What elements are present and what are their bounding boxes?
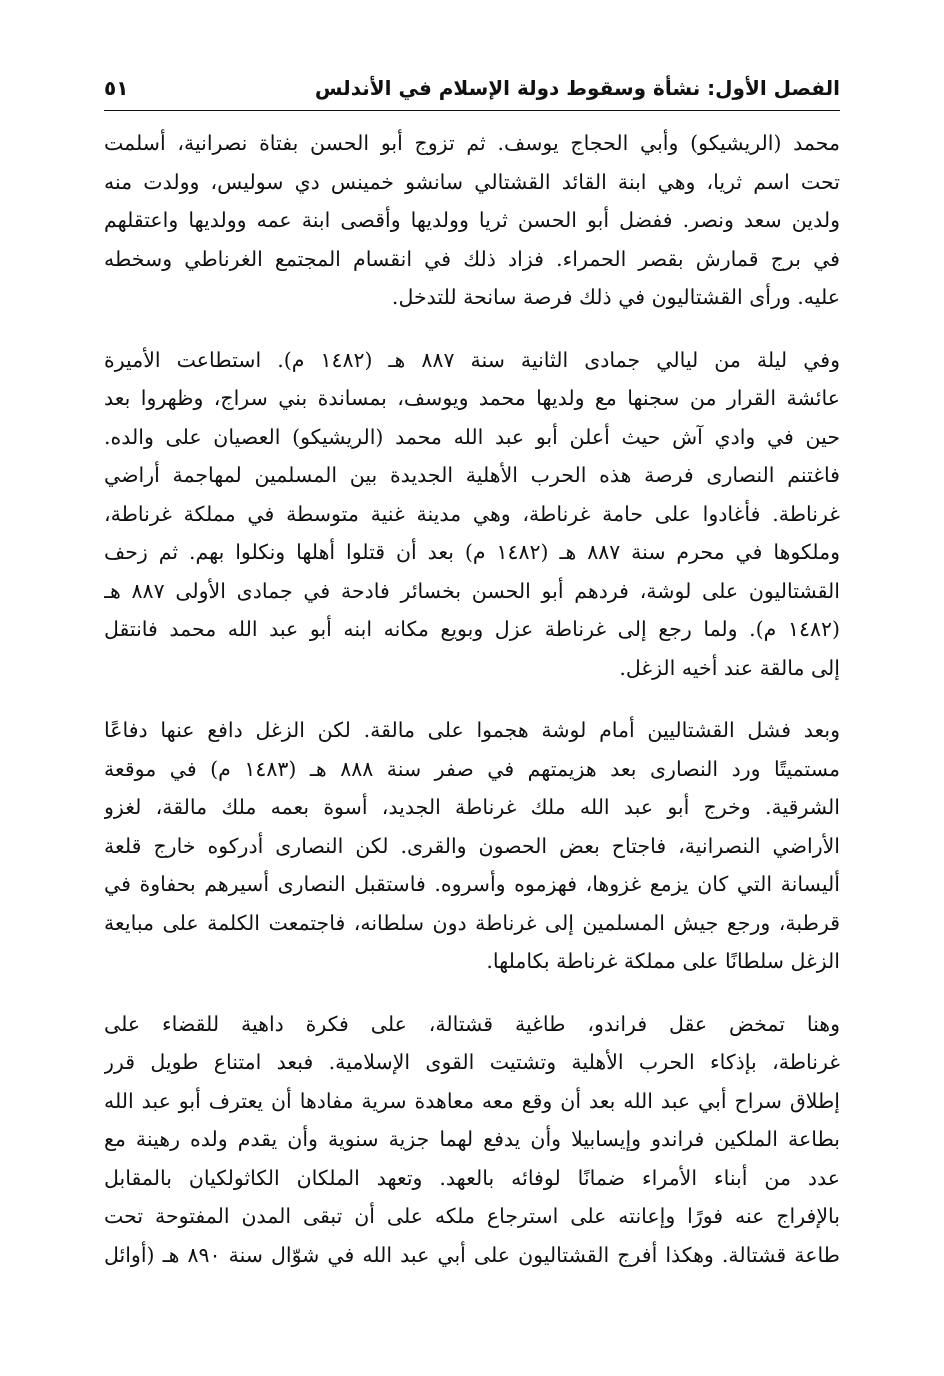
text-line: محمد (الريشيكو) وأبي الحجاج يوسف. ثم تزوج أبو الحسن بفتاة نصرانية، أسلمت bbox=[104, 131, 840, 155]
text-line: بطاعة الملكين فراندو وإيسابيلا وأن يدفع لهما جزية سنوية وأن يقدم ولده رهينة مع bbox=[104, 1127, 840, 1151]
text-line: إلى مالقة عند أخيه الزغل. bbox=[619, 655, 840, 680]
text-line: قرطبة، ورجع جيش المسلمين إلى غرناطة دون سلطانه، فاجتمعت الكلمة على مبايعة bbox=[104, 910, 840, 935]
text-line: وملكوها في محرم سنة ٨٨٧ هـ (١٤٨٢ م) بعد أن قتلوا أهلها ونكلوا بهم. ثم زحف bbox=[104, 540, 840, 564]
text-line: وفي ليلة من ليالي جمادى الثانية سنة ٨٨٧ هـ (١٤٨٢ م). استطاعت الأميرة bbox=[104, 347, 840, 372]
text-line: غرناطة. فأغادوا على حامة غرناطة، وهي مدينة غنية متوسطة في مملكة غرناطة، bbox=[104, 501, 840, 526]
paragraph-4 bbox=[104, 1005, 840, 1275]
running-header bbox=[104, 66, 840, 111]
page-number: ٥١ bbox=[104, 76, 129, 100]
text-line: إطلاق سراح أبي عبد الله بعد أن وقع معه معاهدة سرية مفادها أن يعترف أبو عبد الله bbox=[104, 1088, 840, 1113]
text-line: أليسانة التي كان يزمع غزوها، فهزموه وأسروه. فاستقبل النصارى أسيرهم بحفاوة في bbox=[104, 872, 840, 896]
text-line: عائشة القرار من سجنها مع ولديها محمد ويوسف، بمساندة بني سراج، وظهروا بعد bbox=[104, 386, 840, 410]
paragraph-3 bbox=[104, 711, 840, 981]
text-line: غرناطة، بإذكاء الحرب الأهلية وتشتيت القوى الإسلامية. فبعد امتناع طويل قرر bbox=[104, 1050, 840, 1074]
body-text bbox=[104, 124, 840, 1298]
text-line: القشتاليون على لوشة، فردهم أبو الحسن بخسائر فادحة في جمادى الأولى ٨٨٧ هـ bbox=[104, 578, 840, 603]
text-line: (١٤٨٢ م). ولما رجع إلى غرناطة عزل وبويع مكانه ابنه أبو عبد الله محمد فانتقل bbox=[104, 617, 840, 641]
text-line: فاغتنم النصارى فرصة هذه الحرب الأهلية الجديدة بين المسلمين لمهاجمة أراضي bbox=[104, 463, 840, 487]
paragraph-1 bbox=[104, 124, 840, 317]
text-line: حين في وادي آش حيث أعلن أبو عبد الله محمد (الريشيكو) العصيان على والده. bbox=[104, 424, 840, 449]
text-line: تحت اسم ثريا، وهي ابنة القائد القشتالي سانشو خمينس دي سوليس، وولدت منه bbox=[104, 169, 840, 194]
text-line: وبعد فشل القشتاليين أمام لوشة هجموا على مالقة. لكن الزغل دافع عنها دفاعًا bbox=[104, 718, 840, 742]
text-line: عليه. ورأى القشتاليون في ذلك فرصة سانحة للتدخل. bbox=[391, 285, 840, 309]
text-line: الأراضي النصرانية، فاجتاح بعض الحصون والقرى. لكن النصارى أدركوه خارج قلعة bbox=[104, 833, 840, 858]
text-line: ولدين سعد ونصر. ففضل أبو الحسن ثريا وولديها وأقصى ابنة عمه وولديها واعتقلهم bbox=[104, 208, 840, 232]
text-line: بالإفراج عنه فورًا وإعانته على استرجاع ملكه على أن تبقى المدن المفتوحة تحت bbox=[104, 1204, 840, 1228]
text-line: عدد من أبناء الأمراء ضمانًا لوفائه بالعهد. وتعهد الملكان الكاثولكيان بالمقابل bbox=[104, 1165, 840, 1190]
text-line: الشرقية. وخرج أبو عبد الله ملك غرناطة الجديد، أسوة بعمه ملك مالقة، لغزو bbox=[104, 795, 840, 819]
chapter-title: الفصل الأول: نشأة وسقوط دولة الإسلام في الأندلس bbox=[314, 76, 840, 100]
text-line: في برج قمارش بقصر الحمراء. فزاد ذلك في انقسام المجتمع الغرناطي وسخطه bbox=[104, 246, 840, 271]
text-line: مستميتًا ورد النصارى بعد هزيمتهم في صفر سنة ٨٨٨ هـ (١٤٨٣ م) في موقعة bbox=[104, 756, 840, 781]
text-line: الزغل سلطانًا على مملكة غرناطة بكاملها. bbox=[486, 949, 840, 973]
paragraph-2 bbox=[104, 341, 840, 688]
text-line: وهنا تمخض عقل فراندو، طاغية قشتالة، على فكرة داهية للقضاء على bbox=[104, 1011, 840, 1036]
text-line: طاعة قشتالة. وهكذا أفرج القشتاليون على أبي عبد الله في شوّال سنة ٨٩٠ هـ (أوائل bbox=[104, 1242, 840, 1267]
